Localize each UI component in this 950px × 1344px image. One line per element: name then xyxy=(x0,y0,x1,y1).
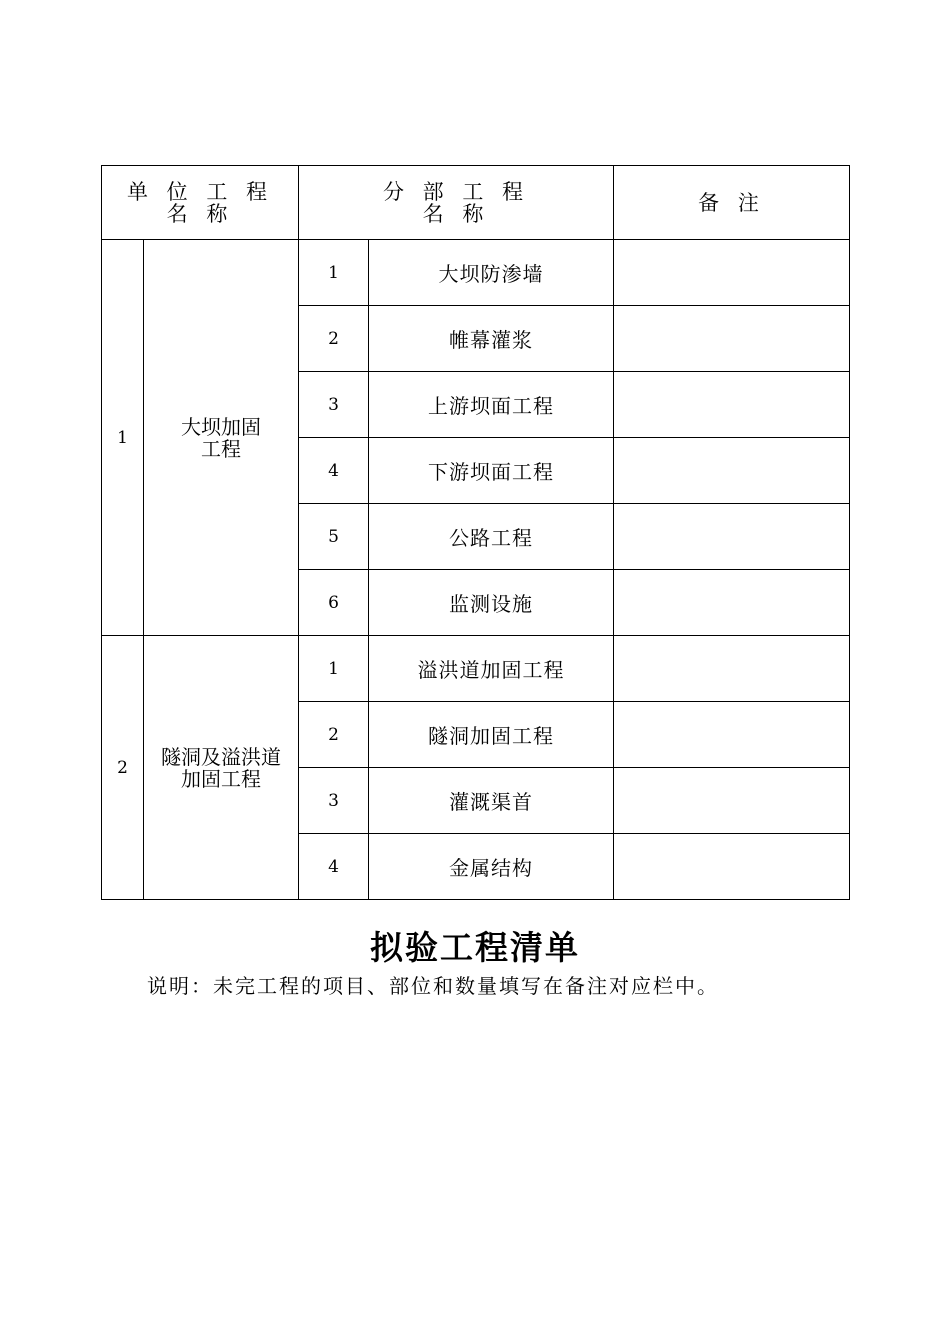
unit-name-line-2: 加固工程 xyxy=(181,766,261,791)
header-sub-line-2: 名 称 xyxy=(422,201,490,226)
remark-cell[interactable] xyxy=(614,834,850,900)
unit-name xyxy=(144,636,299,900)
sub-index: 3 xyxy=(299,768,369,834)
header-sub-name xyxy=(299,166,614,240)
table-row xyxy=(102,636,850,702)
header-sub-line-1: 分 部 工 程 xyxy=(382,179,530,204)
sub-name: 金属结构 xyxy=(369,834,614,900)
unit-name xyxy=(144,240,299,636)
header-unit-name xyxy=(102,166,299,240)
unit-name-line-1: 隧洞及溢洪道 xyxy=(161,744,281,769)
sub-name: 灌溉渠首 xyxy=(369,768,614,834)
sub-index: 6 xyxy=(299,570,369,636)
sub-name: 帷幕灌浆 xyxy=(369,306,614,372)
remark-cell[interactable] xyxy=(614,570,850,636)
sub-index: 5 xyxy=(299,504,369,570)
sub-index: 2 xyxy=(299,306,369,372)
sub-index: 4 xyxy=(299,834,369,900)
sub-index: 4 xyxy=(299,438,369,504)
sub-name: 大坝防渗墙 xyxy=(369,240,614,306)
remark-cell[interactable] xyxy=(614,702,850,768)
sub-name: 监测设施 xyxy=(369,570,614,636)
unit-index: 1 xyxy=(102,240,144,636)
remark-cell[interactable] xyxy=(614,372,850,438)
project-list-table xyxy=(101,165,850,900)
remark-cell[interactable] xyxy=(614,636,850,702)
sub-name: 隧洞加固工程 xyxy=(369,702,614,768)
document-title: 拟验工程清单 xyxy=(370,928,580,967)
remark-cell[interactable] xyxy=(614,306,850,372)
sub-index: 2 xyxy=(299,702,369,768)
document-note: 说明：未完工程的项目、部位和数量填写在备注对应栏中。 xyxy=(147,974,719,998)
remark-cell[interactable] xyxy=(614,438,850,504)
sub-index: 1 xyxy=(299,636,369,702)
sub-name: 溢洪道加固工程 xyxy=(369,636,614,702)
table-header-row xyxy=(102,166,850,240)
header-unit-line-2: 名 称 xyxy=(166,201,234,226)
remark-cell[interactable] xyxy=(614,768,850,834)
unit-name-line-2: 工程 xyxy=(201,436,241,461)
sub-index: 1 xyxy=(299,240,369,306)
sub-name: 下游坝面工程 xyxy=(369,438,614,504)
unit-index: 2 xyxy=(102,636,144,900)
header-unit-line-1: 单 位 工 程 xyxy=(126,179,274,204)
table-row xyxy=(102,240,850,306)
remark-cell[interactable] xyxy=(614,504,850,570)
sub-name: 公路工程 xyxy=(369,504,614,570)
remark-cell[interactable] xyxy=(614,240,850,306)
sub-name: 上游坝面工程 xyxy=(369,372,614,438)
header-remark: 备 注 xyxy=(614,166,850,240)
unit-name-line-1: 大坝加固 xyxy=(181,414,261,439)
sub-index: 3 xyxy=(299,372,369,438)
